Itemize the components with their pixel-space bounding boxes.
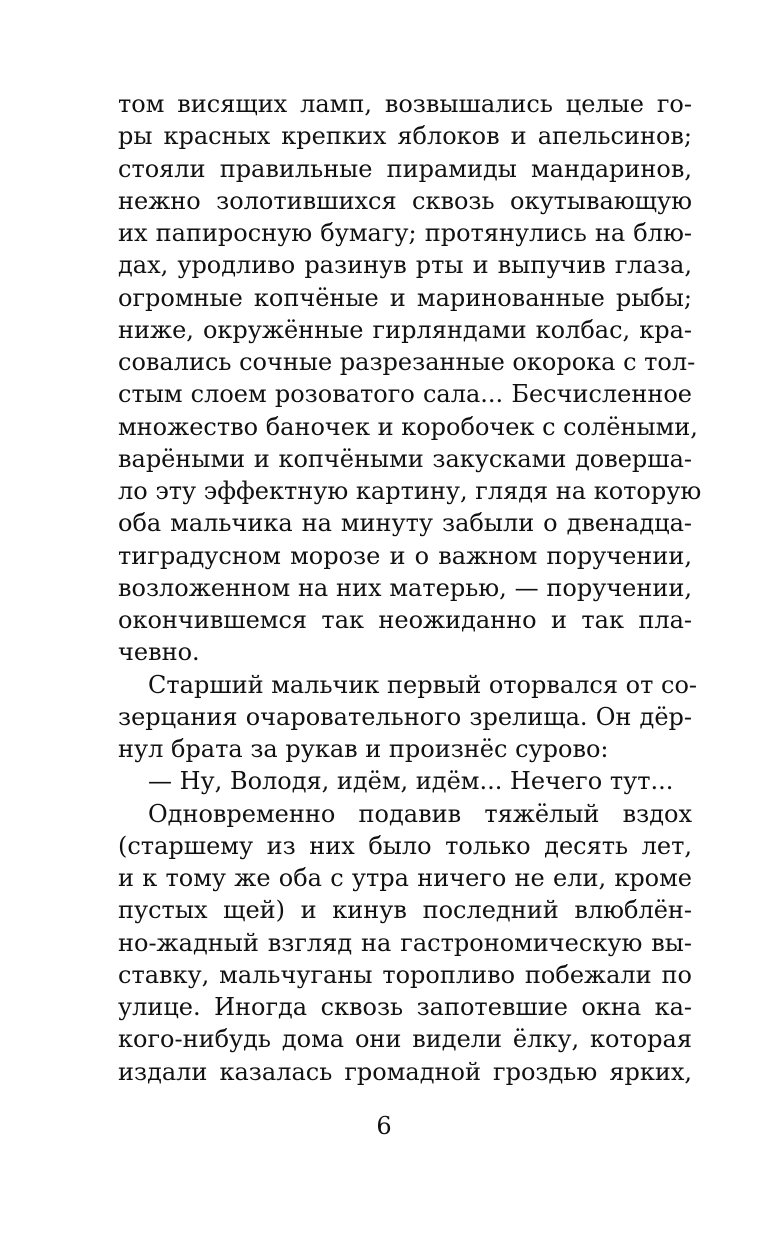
text-line: кого-нибудь дома они видели ёлку, которая [118, 1025, 692, 1054]
paragraph-start-line: Одновременно подавив тяжёлый вздох [148, 799, 692, 828]
text-line: пустых щей) и кинув последний влюблён- [118, 896, 692, 925]
text-line: нежно золотившихся сквозь окутывающую [118, 186, 692, 215]
text-line: окончившемся так неожиданно и так пла- [118, 606, 692, 634]
text-line: ниже, окружённые гирляндами колбас, кра- [118, 315, 692, 344]
text-line: тиградусном морозе и о важном поручении, [118, 541, 692, 570]
body-text [118, 88, 702, 1088]
text-line: огромные копчёные и маринованные рыбы; [118, 283, 692, 312]
text-line: зерцания очаровательного зрелища. Он дёр- [118, 702, 692, 731]
text-line: возложенном на них матерью, — поручении, [118, 573, 692, 602]
text-line: ло эту эффектную картину, глядя на которую [118, 477, 702, 505]
text-line: но-жадный взгляд на гастрономическую вы- [118, 928, 692, 957]
text-line: улице. Иногда сквозь запотевшие окна ка- [118, 993, 692, 1021]
text-line: совались сочные разрезанные окорока с тол- [118, 348, 696, 376]
text-line: оба мальчика на минуту забыли о двенадца- [118, 509, 692, 538]
text-line: (старшему из них было только десять лет, [118, 831, 692, 860]
text-line: варёными и копчёными закусками доверша- [118, 444, 692, 473]
text-line: том висящих ламп, возвышались целые го- [118, 90, 692, 118]
text-line: чевно. [118, 638, 200, 667]
text-line: стояли правильные пирамиды мандаринов, [118, 154, 692, 183]
paragraph-start-line: Старший мальчик первый оторвался от со- [148, 670, 697, 699]
page-number: 6 [376, 1112, 392, 1140]
text-line: нул брата за рукав и произнёс сурово: [118, 735, 609, 763]
text-line: ры красных крепких яблоков и апельсинов; [118, 122, 692, 151]
text-line: множество баночек и коробочек с солёными, [118, 412, 698, 441]
text-line: издали казалась громадной гроздью ярких, [118, 1057, 692, 1086]
text-line: их папиросную бумагу; протянулись на блю- [118, 219, 692, 247]
text-line: дах, уродливо разинув рты и выпучив глаза, [118, 251, 692, 280]
text-line: стым слоем розоватого сала... Бесчисленное [118, 380, 692, 409]
text-line: и к тому же оба с утра ничего не ели, кроме [118, 864, 692, 892]
dialogue-line: — Ну, Володя, идём, идём... Нечего тут... [148, 767, 674, 796]
text-line: ставку, мальчуганы торопливо побежали по [118, 960, 692, 989]
